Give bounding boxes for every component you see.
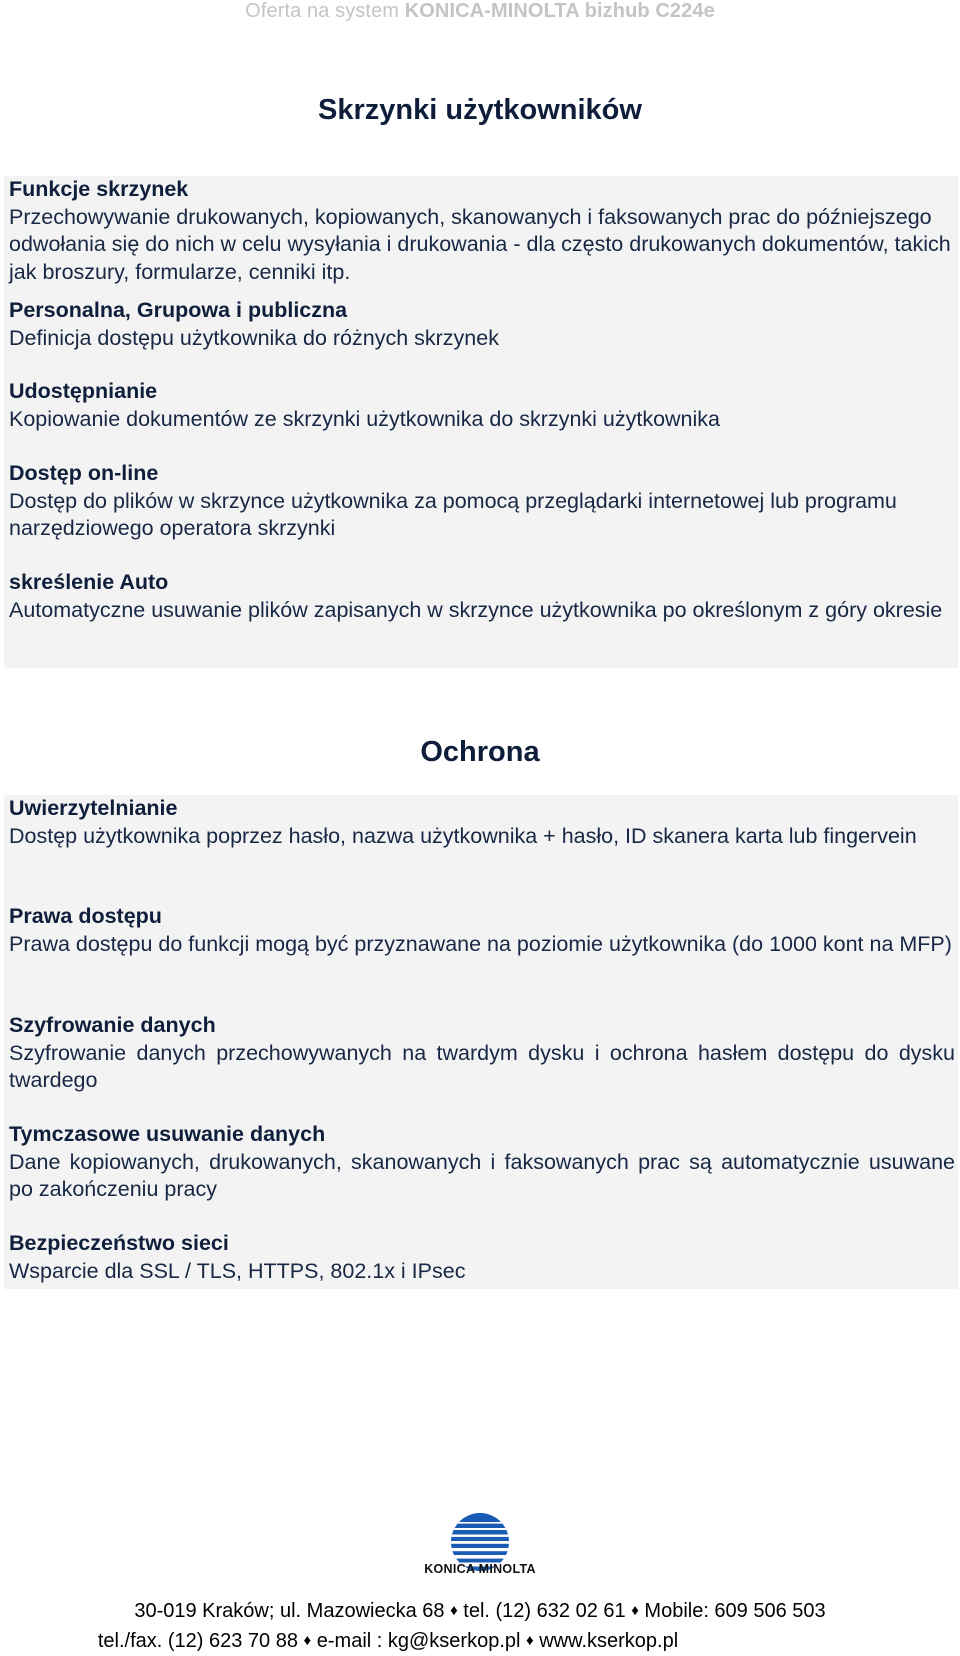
feature-heading: Szyfrowanie danych: [9, 1013, 216, 1037]
feature-sharing: [9, 378, 955, 433]
konica-minolta-logo-icon: [420, 1510, 540, 1590]
header-prefix: Oferta na system: [245, 0, 405, 22]
footer-address-line: [0, 1598, 960, 1626]
footer-email[interactable]: e-mail : kg@kserkop.pl: [316, 1630, 521, 1652]
footer-fax: tel./fax. (12) 623 70 88: [97, 1630, 298, 1652]
feature-network-security: [9, 1230, 955, 1285]
feature-description: Szyfrowanie danych przechowywanych na twardym dysku i ochrona hasłem dostępu do dysku twardego: [9, 1040, 955, 1092]
footer-contact-line: [0, 1628, 868, 1656]
mailbox-features-panel: [4, 176, 958, 668]
footer-website[interactable]: www.kserkop.pl: [539, 1630, 679, 1652]
feature-data-encryption: [9, 1012, 955, 1095]
feature-heading: skreślenie Auto: [9, 570, 169, 594]
diamond-separator-icon: ♦: [631, 1602, 639, 1619]
page-header: [0, 0, 960, 22]
feature-description: Kopiowanie dokumentów ze skrzynki użytkownika do skrzynki użytkownika: [9, 406, 721, 431]
section-title-mailboxes: Skrzynki użytkowników: [318, 94, 642, 126]
feature-description: Dane kopiowanych, drukowanych, skanowanych i faksowanych prac są automatycznie usuwane po zakończeniu pracy: [9, 1149, 955, 1201]
diamond-separator-icon: ♦: [526, 1632, 534, 1649]
feature-heading: Tymczasowe usuwanie danych: [9, 1122, 326, 1146]
diamond-separator-icon: ♦: [303, 1632, 312, 1649]
footer-phone: tel. (12) 632 02 61: [463, 1600, 626, 1622]
feature-description: Wsparcie dla SSL / TLS, HTTPS, 802.1x i IPsec: [9, 1258, 466, 1283]
feature-description: Automatyczne usuwanie plików zapisanych w skrzynce użytkownika po określonym z góry okresie: [9, 597, 943, 622]
feature-access-rights: [9, 903, 955, 958]
diamond-separator-icon: ♦: [450, 1602, 458, 1619]
feature-temp-data-deletion: [9, 1121, 955, 1204]
section-title-protection: Ochrona: [420, 736, 540, 768]
feature-description: Definicja dostępu użytkownika do różnych skrzynek: [9, 325, 499, 350]
footer-mobile: Mobile: 609 506 503: [644, 1600, 826, 1622]
feature-heading: Bezpieczeństwo sieci: [9, 1231, 229, 1255]
footer-address: 30-019 Kraków; ul. Mazowiecka 68: [134, 1600, 445, 1622]
feature-description: Dostęp użytkownika poprzez hasło, nazwa użytkownika + hasło, ID skanera karta lub fingervein: [9, 823, 917, 848]
feature-heading: Funkcje skrzynek: [9, 177, 189, 201]
protection-features-panel: [4, 795, 958, 1289]
logo-wordmark: KONICA MINOLTA: [424, 1562, 536, 1576]
feature-heading: Prawa dostępu: [9, 904, 162, 928]
feature-heading: Uwierzytelnianie: [9, 796, 178, 820]
feature-personal-group-public: [9, 297, 955, 352]
feature-heading: Dostęp on-line: [9, 461, 159, 485]
feature-heading: Udostępnianie: [9, 379, 158, 403]
feature-authentication: [9, 795, 955, 850]
feature-box-functions: [9, 176, 955, 286]
feature-description: Przechowywanie drukowanych, kopiowanych, skanowanych i faksowanych prac do późniejszego odwołania się do nich w celu wysyłania i drukowania - dla często drukowanych dokumentów, takich jak broszury, formularze, cenniki itp.: [9, 204, 951, 284]
feature-online-access: [9, 460, 955, 543]
header-brand: KONICA-MINOLTA bizhub C224e: [404, 0, 715, 22]
feature-description: Prawa dostępu do funkcji mogą być przyznawane na poziomie użytkownika (do 1000 kont na MFP): [9, 931, 952, 956]
feature-auto-delete: [9, 569, 955, 624]
feature-heading: Personalna, Grupowa i publiczna: [9, 298, 348, 322]
feature-description: Dostęp do plików w skrzynce użytkownika za pomocą przeglądarki internetowej lub programu narzędziowego operatora skrzynki: [9, 488, 897, 540]
